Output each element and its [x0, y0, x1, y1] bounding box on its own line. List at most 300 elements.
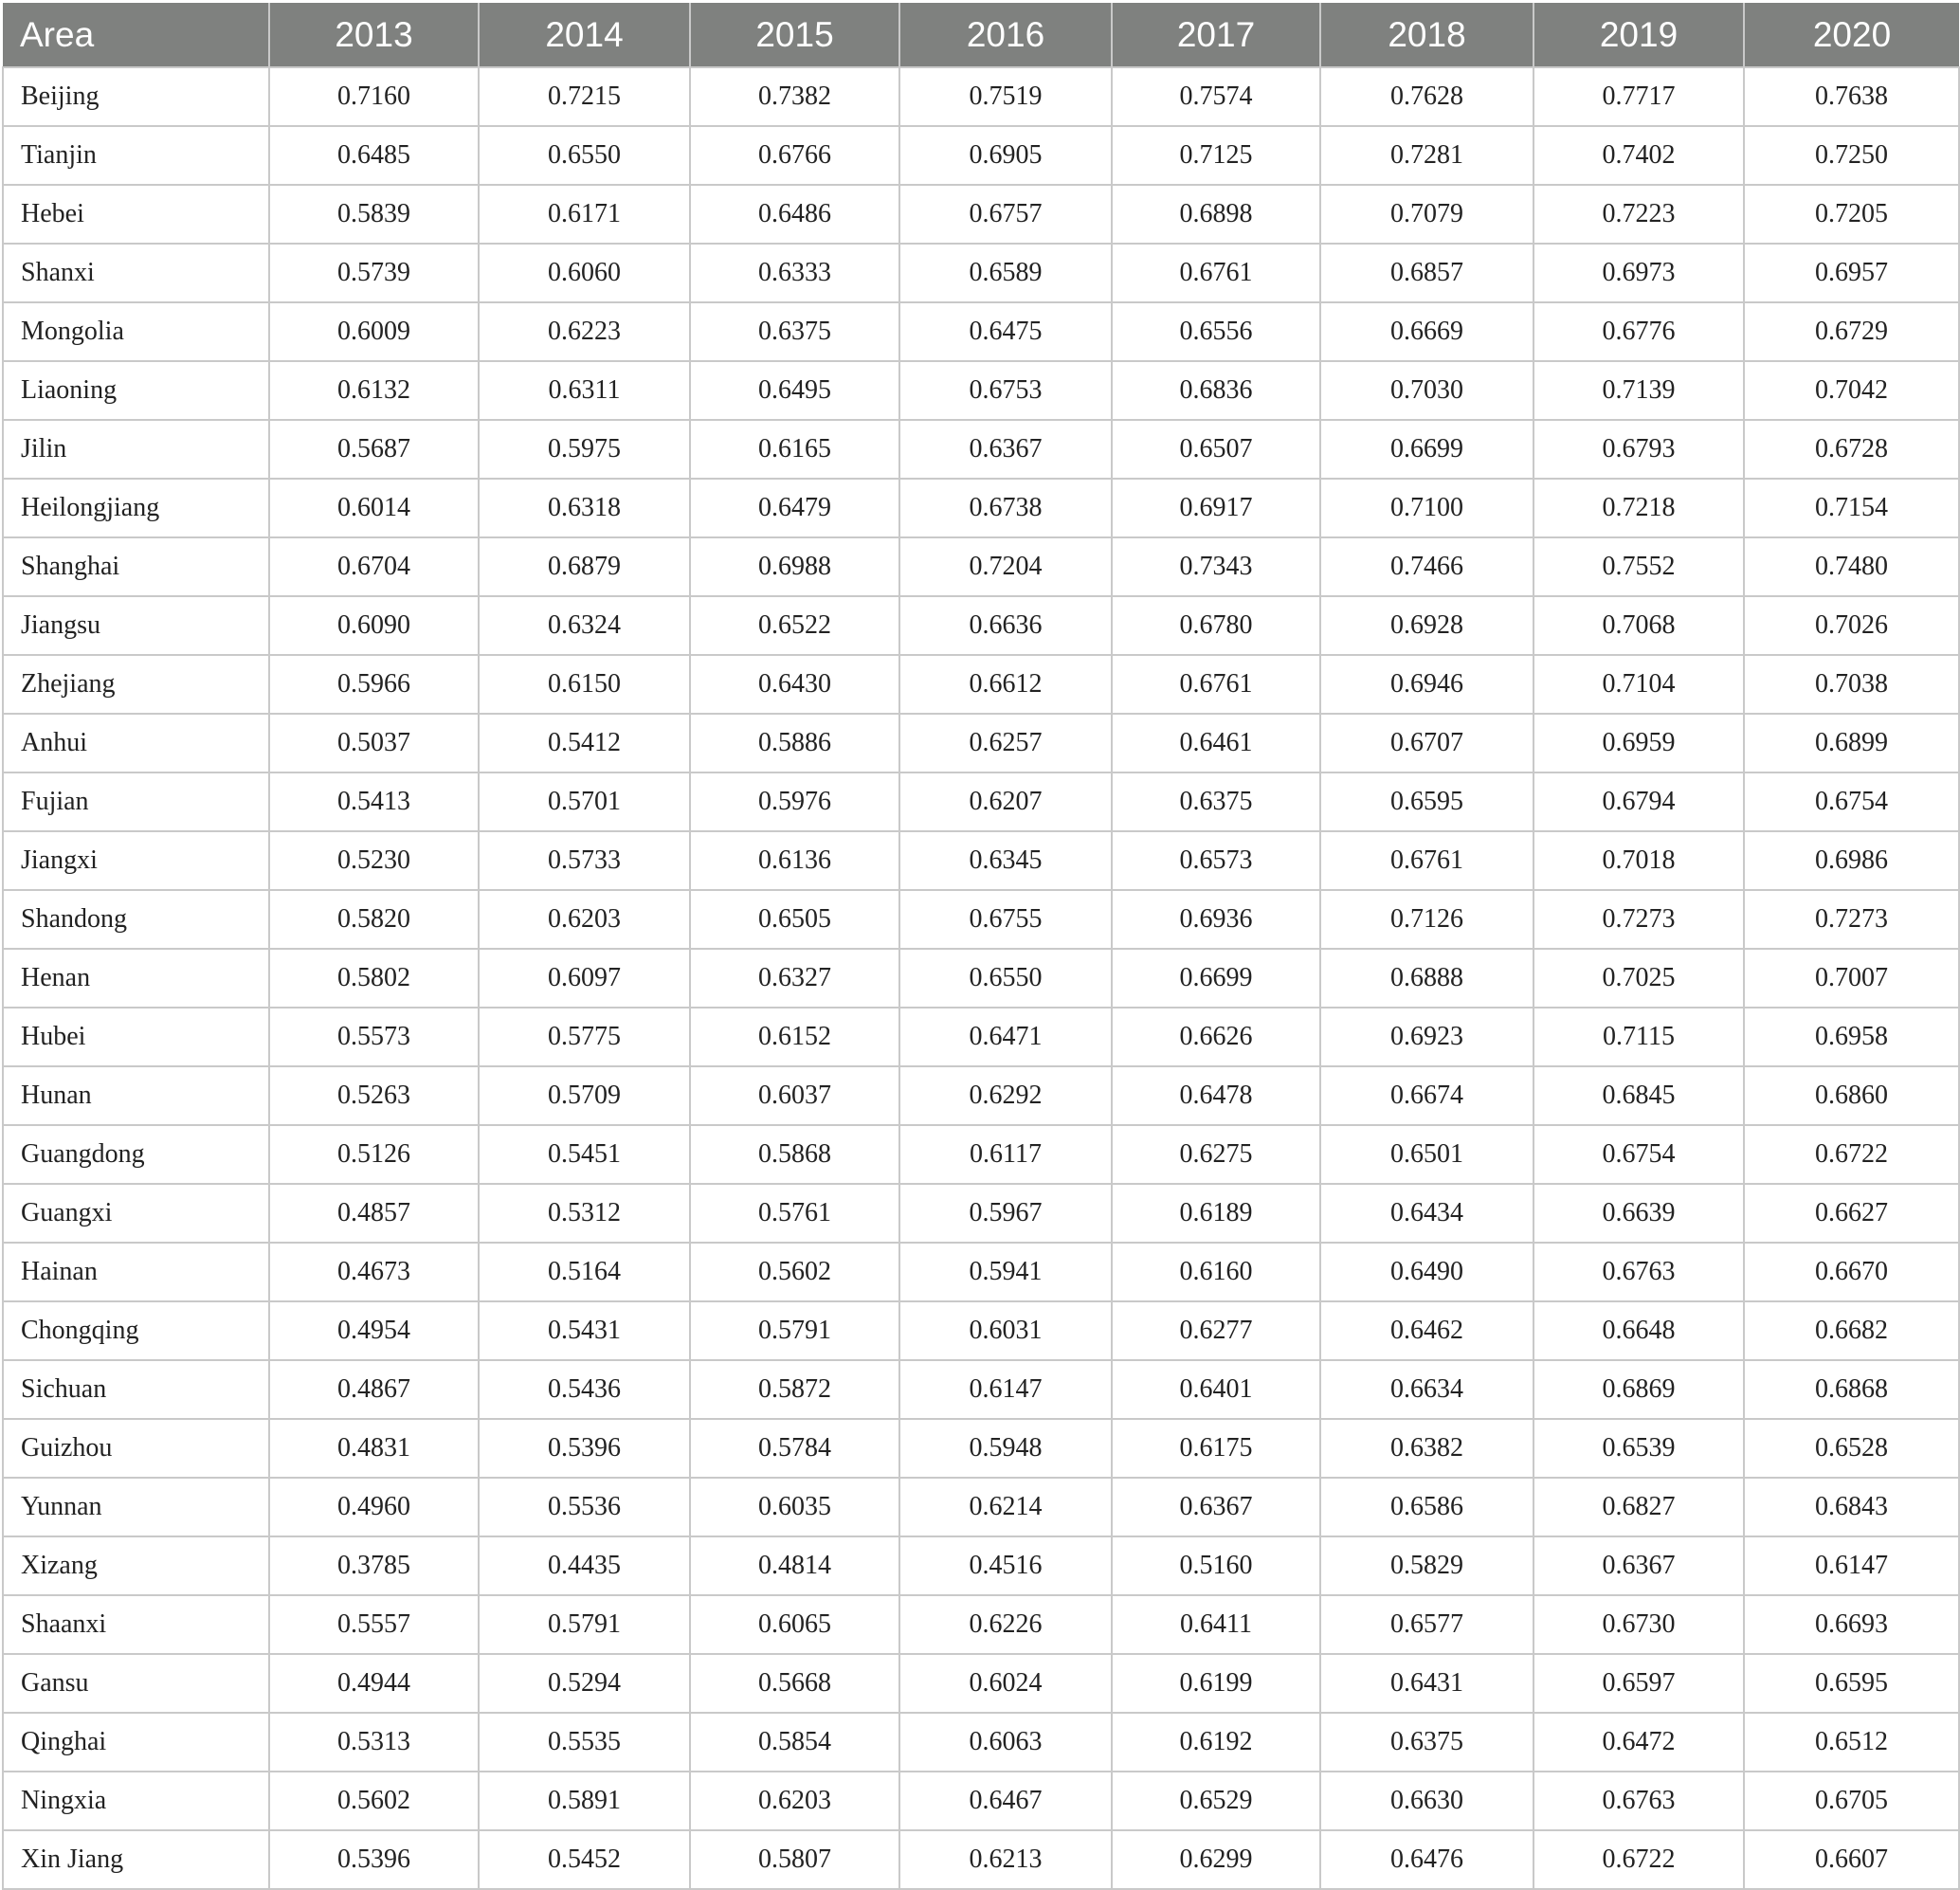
value-cell: 0.7025: [1534, 949, 1744, 1008]
value-cell: 0.5687: [269, 420, 479, 479]
value-cell: 0.5872: [690, 1360, 899, 1419]
value-cell: 0.6529: [1112, 1772, 1320, 1830]
value-cell: 0.5802: [269, 949, 479, 1008]
value-cell: 0.6704: [269, 537, 479, 596]
value-cell: 0.6958: [1744, 1008, 1959, 1066]
value-cell: 0.7574: [1112, 67, 1320, 126]
value-cell: 0.5160: [1112, 1536, 1320, 1595]
value-cell: 0.4867: [269, 1360, 479, 1419]
value-cell: 0.6160: [1112, 1243, 1320, 1301]
table-row: [3, 1595, 1959, 1654]
value-cell: 0.6203: [479, 890, 690, 949]
area-cell: Guangdong: [3, 1125, 269, 1184]
value-cell: 0.6065: [690, 1595, 899, 1654]
value-cell: 0.5451: [479, 1125, 690, 1184]
value-cell: 0.6722: [1534, 1830, 1744, 1889]
value-cell: 0.6147: [1744, 1536, 1959, 1595]
value-cell: 0.5976: [690, 772, 899, 831]
value-cell: 0.7402: [1534, 126, 1744, 185]
value-cell: 0.6936: [1112, 890, 1320, 949]
value-cell: 0.5164: [479, 1243, 690, 1301]
value-cell: 0.5230: [269, 831, 479, 890]
value-cell: 0.6754: [1744, 772, 1959, 831]
value-cell: 0.5820: [269, 890, 479, 949]
value-cell: 0.6495: [690, 361, 899, 420]
header-2017: 2017: [1112, 3, 1320, 67]
table-row: [3, 302, 1959, 361]
value-cell: 0.7100: [1320, 479, 1534, 537]
value-cell: 0.6277: [1112, 1301, 1320, 1360]
value-cell: 0.6763: [1534, 1243, 1744, 1301]
value-cell: 0.6905: [899, 126, 1112, 185]
value-cell: 0.5761: [690, 1184, 899, 1243]
value-cell: 0.7466: [1320, 537, 1534, 596]
value-cell: 0.5854: [690, 1713, 899, 1772]
value-cell: 0.6507: [1112, 420, 1320, 479]
value-cell: 0.7026: [1744, 596, 1959, 655]
value-cell: 0.5966: [269, 655, 479, 714]
value-cell: 0.6898: [1112, 185, 1320, 244]
value-cell: 0.6375: [690, 302, 899, 361]
header-2015: 2015: [690, 3, 899, 67]
value-cell: 0.6512: [1744, 1713, 1959, 1772]
value-cell: 0.6595: [1744, 1654, 1959, 1713]
value-cell: 0.6367: [1112, 1478, 1320, 1536]
value-cell: 0.6670: [1744, 1243, 1959, 1301]
value-cell: 0.6014: [269, 479, 479, 537]
value-cell: 0.6722: [1744, 1125, 1959, 1184]
value-cell: 0.6090: [269, 596, 479, 655]
value-cell: 0.6009: [269, 302, 479, 361]
value-cell: 0.6556: [1112, 302, 1320, 361]
value-cell: 0.6037: [690, 1066, 899, 1125]
value-cell: 0.6147: [899, 1360, 1112, 1419]
value-cell: 0.6475: [899, 302, 1112, 361]
value-cell: 0.7205: [1744, 185, 1959, 244]
value-cell: 0.6501: [1320, 1125, 1534, 1184]
value-cell: 0.6292: [899, 1066, 1112, 1125]
value-cell: 0.6869: [1534, 1360, 1744, 1419]
value-cell: 0.7382: [690, 67, 899, 126]
value-cell: 0.6136: [690, 831, 899, 890]
value-cell: 0.7204: [899, 537, 1112, 596]
value-cell: 0.7250: [1744, 126, 1959, 185]
value-cell: 0.7030: [1320, 361, 1534, 420]
value-cell: 0.5312: [479, 1184, 690, 1243]
value-cell: 0.6152: [690, 1008, 899, 1066]
value-cell: 0.6434: [1320, 1184, 1534, 1243]
value-cell: 0.6528: [1744, 1419, 1959, 1478]
value-cell: 0.6836: [1112, 361, 1320, 420]
value-cell: 0.6957: [1744, 244, 1959, 302]
value-cell: 0.7126: [1320, 890, 1534, 949]
value-cell: 0.6868: [1744, 1360, 1959, 1419]
value-cell: 0.6401: [1112, 1360, 1320, 1419]
value-cell: 0.6171: [479, 185, 690, 244]
value-cell: 0.6757: [899, 185, 1112, 244]
value-cell: 0.7628: [1320, 67, 1534, 126]
header-2013: 2013: [269, 3, 479, 67]
table-body: [3, 67, 1959, 1889]
value-cell: 0.6327: [690, 949, 899, 1008]
value-cell: 0.6728: [1744, 420, 1959, 479]
value-cell: 0.5294: [479, 1654, 690, 1713]
value-cell: 0.6946: [1320, 655, 1534, 714]
value-cell: 0.6843: [1744, 1478, 1959, 1536]
area-cell: Jiangsu: [3, 596, 269, 655]
value-cell: 0.6923: [1320, 1008, 1534, 1066]
value-cell: 0.6192: [1112, 1713, 1320, 1772]
value-cell: 0.6522: [690, 596, 899, 655]
value-cell: 0.6471: [899, 1008, 1112, 1066]
value-cell: 0.6275: [1112, 1125, 1320, 1184]
value-cell: 0.5733: [479, 831, 690, 890]
value-cell: 0.6382: [1320, 1419, 1534, 1478]
value-cell: 0.4960: [269, 1478, 479, 1536]
value-cell: 0.6257: [899, 714, 1112, 772]
area-cell: Mongolia: [3, 302, 269, 361]
value-cell: 0.5436: [479, 1360, 690, 1419]
area-cell: Anhui: [3, 714, 269, 772]
value-cell: 0.6729: [1744, 302, 1959, 361]
value-cell: 0.6203: [690, 1772, 899, 1830]
value-cell: 0.7343: [1112, 537, 1320, 596]
value-cell: 0.5948: [899, 1419, 1112, 1478]
value-cell: 0.6207: [899, 772, 1112, 831]
value-cell: 0.5775: [479, 1008, 690, 1066]
table-row: [3, 655, 1959, 714]
area-cell: Zhejiang: [3, 655, 269, 714]
value-cell: 0.6612: [899, 655, 1112, 714]
value-cell: 0.6857: [1320, 244, 1534, 302]
value-cell: 0.4954: [269, 1301, 479, 1360]
value-cell: 0.6595: [1320, 772, 1534, 831]
value-cell: 0.4814: [690, 1536, 899, 1595]
value-cell: 0.6630: [1320, 1772, 1534, 1830]
area-cell: Yunnan: [3, 1478, 269, 1536]
value-cell: 0.7273: [1744, 890, 1959, 949]
value-cell: 0.5739: [269, 244, 479, 302]
value-cell: 0.6626: [1112, 1008, 1320, 1066]
value-cell: 0.5412: [479, 714, 690, 772]
value-cell: 0.6539: [1534, 1419, 1744, 1478]
value-cell: 0.7125: [1112, 126, 1320, 185]
data-table: [2, 3, 1960, 1890]
value-cell: 0.6324: [479, 596, 690, 655]
value-cell: 0.7018: [1534, 831, 1744, 890]
value-cell: 0.6214: [899, 1478, 1112, 1536]
value-cell: 0.6636: [899, 596, 1112, 655]
value-cell: 0.7038: [1744, 655, 1959, 714]
area-cell: Qinghai: [3, 1713, 269, 1772]
value-cell: 0.6730: [1534, 1595, 1744, 1654]
value-cell: 0.5886: [690, 714, 899, 772]
value-cell: 0.5975: [479, 420, 690, 479]
value-cell: 0.6199: [1112, 1654, 1320, 1713]
table-row: [3, 1301, 1959, 1360]
table-row: [3, 1360, 1959, 1419]
value-cell: 0.7215: [479, 67, 690, 126]
value-cell: 0.6761: [1320, 831, 1534, 890]
value-cell: 0.7218: [1534, 479, 1744, 537]
value-cell: 0.7223: [1534, 185, 1744, 244]
value-cell: 0.5839: [269, 185, 479, 244]
value-cell: 0.6860: [1744, 1066, 1959, 1125]
area-cell: Hainan: [3, 1243, 269, 1301]
value-cell: 0.6318: [479, 479, 690, 537]
value-cell: 0.5891: [479, 1772, 690, 1830]
value-cell: 0.6031: [899, 1301, 1112, 1360]
value-cell: 0.5396: [479, 1419, 690, 1478]
value-cell: 0.5941: [899, 1243, 1112, 1301]
table-row: [3, 1184, 1959, 1243]
table-row: [3, 479, 1959, 537]
value-cell: 0.6682: [1744, 1301, 1959, 1360]
value-cell: 0.6928: [1320, 596, 1534, 655]
value-cell: 0.6597: [1534, 1654, 1744, 1713]
value-cell: 0.6776: [1534, 302, 1744, 361]
value-cell: 0.6299: [1112, 1830, 1320, 1889]
value-cell: 0.6226: [899, 1595, 1112, 1654]
value-cell: 0.6345: [899, 831, 1112, 890]
value-cell: 0.6117: [899, 1125, 1112, 1184]
value-cell: 0.7552: [1534, 537, 1744, 596]
value-cell: 0.6693: [1744, 1595, 1959, 1654]
area-cell: Henan: [3, 949, 269, 1008]
area-cell: Liaoning: [3, 361, 269, 420]
value-cell: 0.6462: [1320, 1301, 1534, 1360]
value-cell: 0.5263: [269, 1066, 479, 1125]
area-cell: Beijing: [3, 67, 269, 126]
value-cell: 0.6766: [690, 126, 899, 185]
value-cell: 0.7273: [1534, 890, 1744, 949]
table-row: [3, 420, 1959, 479]
value-cell: 0.5791: [479, 1595, 690, 1654]
value-cell: 0.6754: [1534, 1125, 1744, 1184]
value-cell: 0.5829: [1320, 1536, 1534, 1595]
table-row: [3, 1536, 1959, 1595]
value-cell: 0.5573: [269, 1008, 479, 1066]
value-cell: 0.5602: [690, 1243, 899, 1301]
value-cell: 0.5536: [479, 1478, 690, 1536]
value-cell: 0.6973: [1534, 244, 1744, 302]
value-cell: 0.7068: [1534, 596, 1744, 655]
table-row: [3, 831, 1959, 890]
table-row: [3, 185, 1959, 244]
value-cell: 0.5557: [269, 1595, 479, 1654]
value-cell: 0.5396: [269, 1830, 479, 1889]
value-cell: 0.6988: [690, 537, 899, 596]
value-cell: 0.6639: [1534, 1184, 1744, 1243]
table-row: [3, 1008, 1959, 1066]
value-cell: 0.6793: [1534, 420, 1744, 479]
value-cell: 0.6705: [1744, 1772, 1959, 1830]
value-cell: 0.6648: [1534, 1301, 1744, 1360]
value-cell: 0.6738: [899, 479, 1112, 537]
value-cell: 0.5668: [690, 1654, 899, 1713]
value-cell: 0.6827: [1534, 1478, 1744, 1536]
value-cell: 0.6490: [1320, 1243, 1534, 1301]
value-cell: 0.6589: [899, 244, 1112, 302]
area-cell: Sichuan: [3, 1360, 269, 1419]
area-cell: Xizang: [3, 1536, 269, 1595]
value-cell: 0.6367: [1534, 1536, 1744, 1595]
value-cell: 0.5807: [690, 1830, 899, 1889]
table-row: [3, 1243, 1959, 1301]
value-cell: 0.6486: [690, 185, 899, 244]
area-cell: Hunan: [3, 1066, 269, 1125]
area-cell: Fujian: [3, 772, 269, 831]
value-cell: 0.6753: [899, 361, 1112, 420]
table-row: [3, 949, 1959, 1008]
value-cell: 0.6375: [1112, 772, 1320, 831]
value-cell: 0.6097: [479, 949, 690, 1008]
header-2018: 2018: [1320, 3, 1534, 67]
value-cell: 0.7160: [269, 67, 479, 126]
table-row: [3, 244, 1959, 302]
value-cell: 0.6035: [690, 1478, 899, 1536]
value-cell: 0.6577: [1320, 1595, 1534, 1654]
value-cell: 0.5602: [269, 1772, 479, 1830]
value-cell: 0.7717: [1534, 67, 1744, 126]
value-cell: 0.5413: [269, 772, 479, 831]
value-cell: 0.6472: [1534, 1713, 1744, 1772]
value-cell: 0.5784: [690, 1419, 899, 1478]
value-cell: 0.7042: [1744, 361, 1959, 420]
value-cell: 0.6986: [1744, 831, 1959, 890]
area-cell: Jilin: [3, 420, 269, 479]
value-cell: 0.6175: [1112, 1419, 1320, 1478]
value-cell: 0.6699: [1112, 949, 1320, 1008]
value-cell: 0.6586: [1320, 1478, 1534, 1536]
value-cell: 0.5791: [690, 1301, 899, 1360]
value-cell: 0.6707: [1320, 714, 1534, 772]
value-cell: 0.3785: [269, 1536, 479, 1595]
value-cell: 0.6024: [899, 1654, 1112, 1713]
value-cell: 0.6478: [1112, 1066, 1320, 1125]
area-cell: Hubei: [3, 1008, 269, 1066]
table-row: [3, 1125, 1959, 1184]
value-cell: 0.6627: [1744, 1184, 1959, 1243]
area-cell: Heilongjiang: [3, 479, 269, 537]
value-cell: 0.6430: [690, 655, 899, 714]
value-cell: 0.6375: [1320, 1713, 1534, 1772]
value-cell: 0.5037: [269, 714, 479, 772]
value-cell: 0.7079: [1320, 185, 1534, 244]
value-cell: 0.6213: [899, 1830, 1112, 1889]
value-cell: 0.6132: [269, 361, 479, 420]
area-cell: Shanxi: [3, 244, 269, 302]
area-cell: Xin Jiang: [3, 1830, 269, 1889]
value-cell: 0.7139: [1534, 361, 1744, 420]
value-cell: 0.7638: [1744, 67, 1959, 126]
table-row: [3, 1419, 1959, 1478]
table-row: [3, 1772, 1959, 1830]
value-cell: 0.6550: [899, 949, 1112, 1008]
table-row: [3, 596, 1959, 655]
area-cell: Tianjin: [3, 126, 269, 185]
value-cell: 0.6411: [1112, 1595, 1320, 1654]
value-cell: 0.6763: [1534, 1772, 1744, 1830]
table-row: [3, 537, 1959, 596]
value-cell: 0.6674: [1320, 1066, 1534, 1125]
value-cell: 0.7154: [1744, 479, 1959, 537]
table-row: [3, 126, 1959, 185]
value-cell: 0.6699: [1320, 420, 1534, 479]
value-cell: 0.7007: [1744, 949, 1959, 1008]
value-cell: 0.7104: [1534, 655, 1744, 714]
value-cell: 0.6669: [1320, 302, 1534, 361]
value-cell: 0.6333: [690, 244, 899, 302]
area-cell: Jiangxi: [3, 831, 269, 890]
table-row: [3, 890, 1959, 949]
value-cell: 0.6467: [899, 1772, 1112, 1830]
value-cell: 0.6060: [479, 244, 690, 302]
value-cell: 0.6780: [1112, 596, 1320, 655]
table-row: [3, 1066, 1959, 1125]
value-cell: 0.5431: [479, 1301, 690, 1360]
value-cell: 0.6879: [479, 537, 690, 596]
table-row: [3, 67, 1959, 126]
value-cell: 0.4831: [269, 1419, 479, 1478]
value-cell: 0.6189: [1112, 1184, 1320, 1243]
value-cell: 0.5709: [479, 1066, 690, 1125]
area-cell: Hebei: [3, 185, 269, 244]
value-cell: 0.6063: [899, 1713, 1112, 1772]
value-cell: 0.6150: [479, 655, 690, 714]
area-cell: Chongqing: [3, 1301, 269, 1360]
header-2014: 2014: [479, 3, 690, 67]
area-cell: Shanghai: [3, 537, 269, 596]
value-cell: 0.5967: [899, 1184, 1112, 1243]
header-2020: 2020: [1744, 3, 1959, 67]
table-row: [3, 1654, 1959, 1713]
value-cell: 0.6485: [269, 126, 479, 185]
table-row: [3, 714, 1959, 772]
area-cell: Guangxi: [3, 1184, 269, 1243]
value-cell: 0.7519: [899, 67, 1112, 126]
header-2019: 2019: [1534, 3, 1744, 67]
value-cell: 0.6461: [1112, 714, 1320, 772]
area-cell: Shaanxi: [3, 1595, 269, 1654]
value-cell: 0.5313: [269, 1713, 479, 1772]
value-cell: 0.6917: [1112, 479, 1320, 537]
value-cell: 0.5868: [690, 1125, 899, 1184]
value-cell: 0.6573: [1112, 831, 1320, 890]
header-area: Area: [3, 3, 269, 67]
value-cell: 0.7115: [1534, 1008, 1744, 1066]
value-cell: 0.6899: [1744, 714, 1959, 772]
value-cell: 0.6607: [1744, 1830, 1959, 1889]
area-cell: Gansu: [3, 1654, 269, 1713]
value-cell: 0.6845: [1534, 1066, 1744, 1125]
value-cell: 0.6959: [1534, 714, 1744, 772]
value-cell: 0.6165: [690, 420, 899, 479]
table-row: [3, 1478, 1959, 1536]
value-cell: 0.4944: [269, 1654, 479, 1713]
value-cell: 0.4435: [479, 1536, 690, 1595]
value-cell: 0.5701: [479, 772, 690, 831]
value-cell: 0.5452: [479, 1830, 690, 1889]
value-cell: 0.7281: [1320, 126, 1534, 185]
value-cell: 0.4516: [899, 1536, 1112, 1595]
value-cell: 0.6476: [1320, 1830, 1534, 1889]
table-row: [3, 1830, 1959, 1889]
value-cell: 0.5126: [269, 1125, 479, 1184]
area-cell: Ningxia: [3, 1772, 269, 1830]
table-row: [3, 772, 1959, 831]
value-cell: 0.5535: [479, 1713, 690, 1772]
